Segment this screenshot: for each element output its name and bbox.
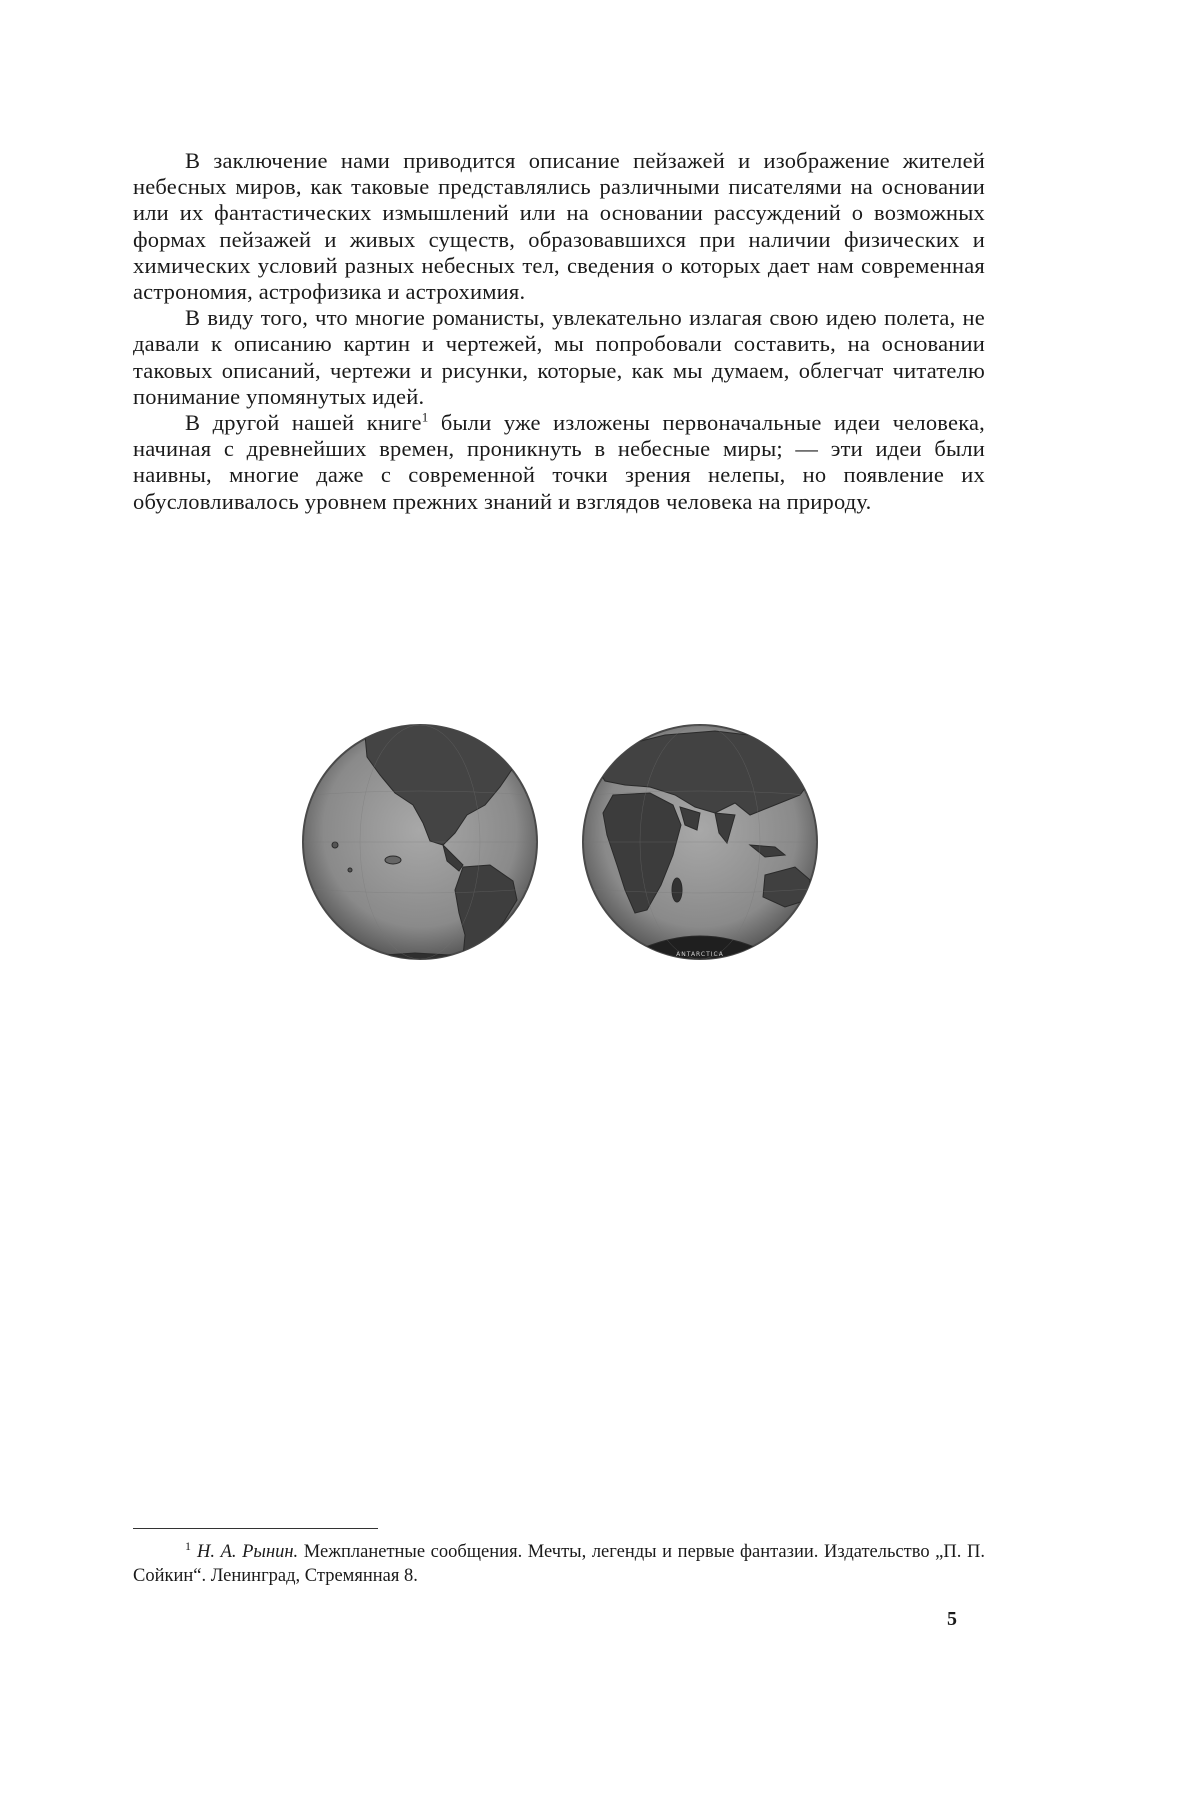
- world-hemispheres-map: [295, 695, 825, 990]
- footnote-divider: [133, 1528, 378, 1529]
- antarctica-label: ANTARCTICA: [676, 951, 724, 958]
- western-hemisphere: [303, 713, 537, 990]
- footnote: [133, 1540, 985, 1588]
- footnote-text: Межпланетные сообщения. Мечты, легенды и первые фантазии. Издательство „П. П. Сойкин“. Ленинград, Стремянная 8.: [133, 1542, 985, 1586]
- page-number: 5: [947, 1608, 957, 1630]
- eastern-hemisphere: [583, 725, 817, 990]
- footnote-mark: 1: [185, 1538, 191, 1553]
- footnote-author: Н. А. Рынин.: [197, 1542, 299, 1562]
- footnote-reference: 1: [421, 409, 429, 425]
- paragraph-1: В заключение нами приводится описание пейзажей и изображение жителей небесных миров, как таковые представлялись различными писателями на основании или их фантастических измышлений или на основании рассуждений о возможных формах пейзажей и живых существ, образовавшихся при наличии физических и химических условий разных небесных тел, сведения о которых дает нам современная астрономия, астрофизика и астрохимия.: [133, 148, 985, 305]
- main-text: [133, 148, 985, 515]
- paragraph-3-start: В другой нашей книге: [185, 410, 422, 436]
- paragraph-3: [133, 410, 985, 515]
- paragraph-3-rest: были уже изложены первоначальные идеи человека, начиная с древнейших времен, проникнуть в небесные миры; — эти идеи были наивны, многие даже с современной точки зрения нелепы, но появление их обусловливалось уровнем прежних знаний и взглядов человека на природу.: [133, 410, 985, 514]
- footnote-body: [133, 1540, 985, 1588]
- paragraph-2: В виду того, что многие романисты, увлекательно излагая свою идею полета, не давали к описанию картин и чертежей, мы попробовали составить, на основании таковых описаний, чертежи и рисунки, которые, как мы думаем, облегчат читателю понимание упомянутых идей.: [133, 305, 985, 409]
